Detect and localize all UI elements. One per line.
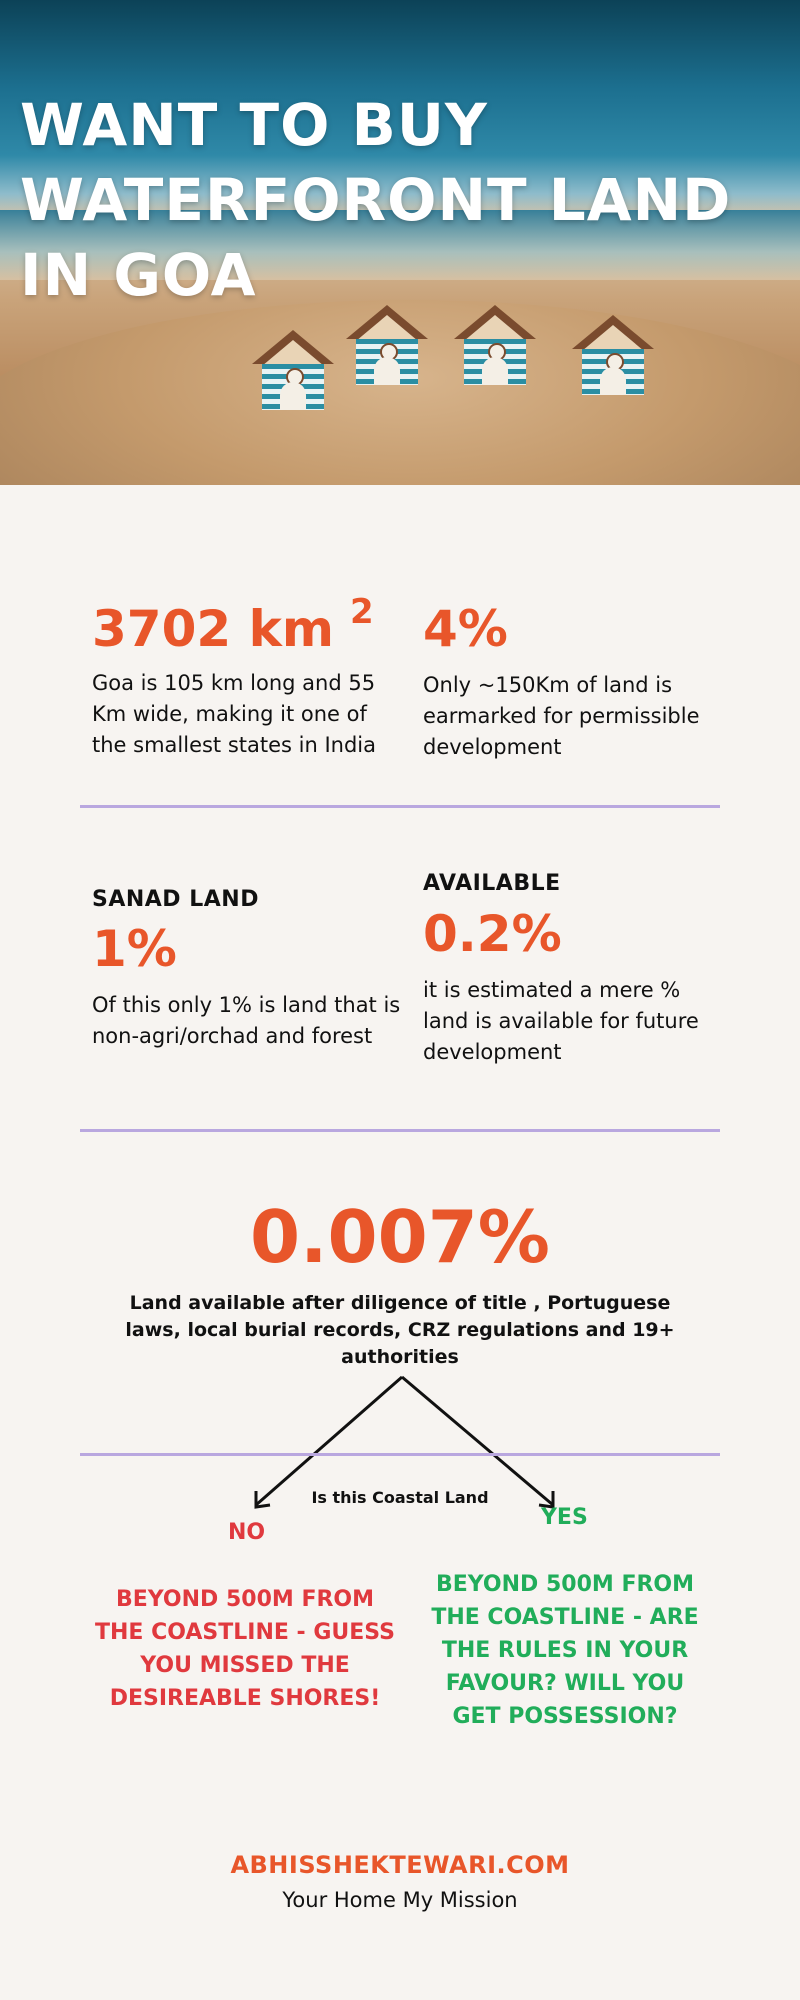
development-description: Only ~150Km of land is earmarked for permissible development <box>423 673 700 759</box>
yes-label: YES <box>541 1505 588 1530</box>
sanad-description: Of this only 1% is land that is non-agri/orchad and forest <box>92 993 401 1048</box>
title-line: WANT TO BUY <box>20 91 488 159</box>
brand-name: ABHISSHEKTEWARI.COM <box>230 1851 570 1879</box>
area-superscript: 2 <box>350 592 374 632</box>
area-value: 3702 km <box>92 600 334 658</box>
available-label: AVAILABLE <box>423 871 561 896</box>
yes-outcome-text: BEYOND 500M FROM THE COASTLINE - ARE THE RULES IN YOUR FAVOUR? WILL YOU GET POSSESSION? <box>431 1572 699 1729</box>
development-stat-value: 4% <box>423 600 508 658</box>
no-outcome-text: BEYOND 500M FROM THE COASTLINE - GUESS YOU MISSED THE DESIREABLE SHORES! <box>95 1587 395 1711</box>
available-description: it is estimated a mere % land is available for future development <box>423 978 699 1064</box>
area-description: Goa is 105 km long and 55 Km wide, making it one of the smallest states in India <box>92 671 377 757</box>
sanad-stat-value: 1% <box>92 920 177 978</box>
title-line: IN GOA <box>20 241 257 309</box>
highlight-description: Land available after diligence of title , Portuguese laws, local burial records, CRZ regulations and 19+ authorities <box>125 1292 675 1368</box>
title-line: WATERFORONT LAND <box>20 166 732 234</box>
no-label: NO <box>228 1520 266 1545</box>
decision-question: Is this Coastal Land <box>311 1488 489 1507</box>
available-stat-value: 0.2% <box>423 905 562 963</box>
section-divider <box>80 1453 720 1456</box>
sanad-label: SANAD LAND <box>92 887 259 912</box>
brand-tagline: Your Home My Mission <box>282 1888 518 1912</box>
highlight-stat-value: 0.007% <box>250 1195 550 1279</box>
